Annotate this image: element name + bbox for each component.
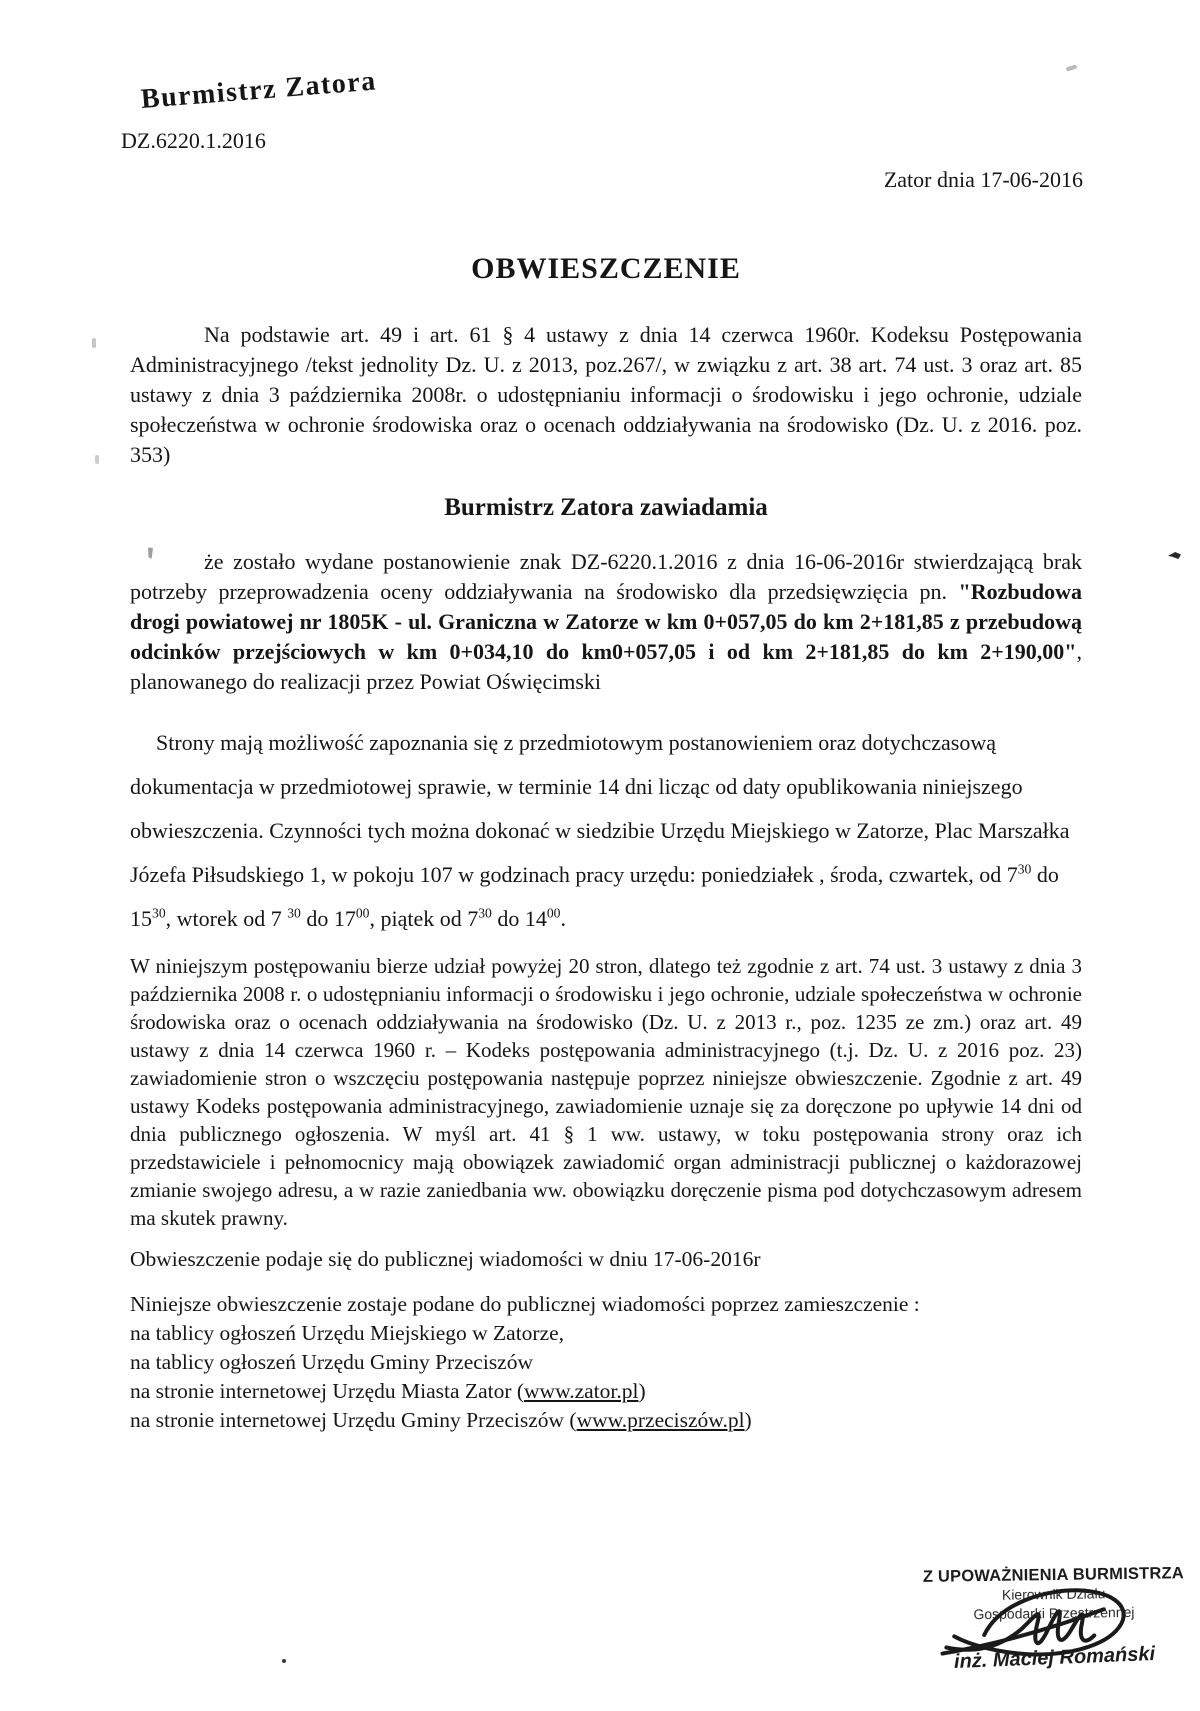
text-run: do 15 (130, 862, 1059, 931)
paragraph-legal-basis (130, 320, 1082, 470)
authorization-line: Z UPOWAŻNIENIA BURMISTRZA (922, 1564, 1185, 1586)
text-run: , wtorek od 7 (165, 906, 288, 931)
text-run: że zostało wydane postanowienie znak DZ-6220.1.2016 z dnia 16-06-2016r stwierdzającą brak potrzeby przeprowadzenia oceny oddziaływania na środowisko dla przedsięwzięcia pn. (130, 549, 1082, 604)
distribution-item (130, 1319, 1082, 1348)
distribution-item (130, 1377, 1082, 1406)
superscript-time: 30 (1017, 861, 1032, 877)
text-run: Obwieszczenie podaje się do publicznej wiadomości w dniu 17-06-2016r (130, 1247, 761, 1271)
text-run: na tablicy ogłoszeń Urzędu Gminy Przeciszów (130, 1350, 533, 1374)
url-text: www.przeciszów.pl (576, 1408, 745, 1432)
text-run: "Rozbudowa drogi powiatowej nr 1805K - ul. Graniczna w Zatorze w km 0+057,05 do km 2+181,85 z przebudową odcinków przejściowych w km 0+034,10 do km0+057,05 i od km 2+181,85 do km 2+190,00" (130, 579, 1082, 664)
text-run: ) (744, 1408, 752, 1432)
superscript-time: 00 (546, 905, 561, 921)
text-run: Strony mają możliwość zapoznania się z przedmiotowym postanowieniem oraz dotychczasową dokumentacja w przedmiotowej sprawie, w terminie 14 dni licząc od daty opublikowania niniejszego obwieszczenia. Czynności tych można dokonać w siedzibie Urzędu Miejskiego w Zatorze, Plac Marszałka Józefa Piłsudskiego 1, w pokoju 107 w godzinach pracy urzędu: poniedziałek , środa, czwartek, od 7 (130, 730, 1070, 887)
scan-artifact (92, 338, 96, 348)
superscript-time: 30 (152, 905, 166, 921)
distribution-item (130, 1406, 1082, 1435)
text-run: do 14 (491, 906, 547, 931)
url-text: www.zator.pl (524, 1379, 639, 1403)
scan-artifact (1168, 552, 1181, 559)
scan-artifact (1066, 64, 1078, 71)
subtitle-announcement: Burmistrz Zatora zawiadamia (444, 494, 768, 521)
paragraph-procedure-notice (130, 952, 1082, 1232)
text-run: na tablicy ogłoszeń Urzędu Miejskiego w Zatorze, (130, 1321, 565, 1345)
superscript-time: 00 (355, 905, 370, 921)
distribution-item (130, 1348, 1082, 1377)
signer-name: inż. Maciej Romański (953, 1642, 1156, 1674)
sender-stamp: Burmistrz Zatora (139, 65, 378, 115)
superscript-time: 30 (287, 905, 301, 921)
scan-artifact (95, 455, 99, 464)
text-run: na stronie internetowej Urzędu Gminy Przeciszów ( (130, 1408, 577, 1432)
text-run: , piątek od 7 (369, 906, 479, 931)
case-number: DZ.6220.1.2016 (121, 128, 266, 153)
signer-role-line1: Kierownik Działu (1001, 1585, 1106, 1603)
document-body (130, 232, 1082, 1435)
document-title: OBWIESZCZENIE (471, 252, 741, 285)
scan-artifact (282, 1659, 286, 1663)
paragraph-review-period (130, 721, 1082, 941)
text-run: Na podstawie art. 49 i art. 61 § 4 ustawy z dnia 14 czerwca 1960r. Kodeksu Postępowania Administracyjnego /tekst jednolity Dz. U. z 2013, poz.267/, w związku z art. 38 art. 74 ust. 3 oraz art. 85 ustawy z dnia 3 października 2008r. o udostępnianiu informacji o środowisku i jego ochronie, udziale społeczeństwa w ochronie środowiska oraz o ocenach oddziaływania na środowisko (Dz. U. z 2016. poz. 353) (130, 322, 1082, 467)
signature-block (917, 1564, 1190, 1672)
text-run: W niniejszym postępowaniu bierze udział powyżej 20 stron, dlatego też zgodnie z art. 74 ust. 3 ustawy z dnia 3 października 2008 r. o udostępnianiu informacji o środowisku i jego ochronie, udziale społeczeństwa w ochronie środowiska oraz o ocenach oddziaływania na środowisko (Dz. U. z 2013 r., poz. 1235 ze zm.) oraz art. 49 ustawy z dnia 14 czerwca 1960 r. – Kodeks postępowania administracyjnego (t.j. Dz. U. z 2016 poz. 23) zawiadomienie stron o wszczęciu postępowania następuje poprzez niniejsze obwieszczenie. Zgodnie z art. 49 ustawy Kodeks postępowania administracyjnego, zawiadomienie uznaje się za doręczone po upływie 14 dni od dnia publicznego ogłoszenia. W myśl art. 41 § 1 ww. ustawy, w toku postępowania strony oraz ich przedstawiciele i pełnomocnicy mają obowiązek zawiadomić organ administracji publicznej o każdorazowej zmianie swojego adresu, a w razie zaniedbania ww. obowiązku doręczenie pisma pod dotychczasowym adresem ma skutek prawny. (130, 954, 1082, 1230)
superscript-time: 30 (478, 905, 492, 921)
distribution-list (130, 1290, 1082, 1435)
text-run: ) (638, 1379, 646, 1403)
paragraph-decision (130, 547, 1082, 697)
paragraph-publication-date (130, 1245, 1082, 1274)
place-date: Zator dnia 17-06-2016 (883, 167, 1083, 192)
signer-role-line2: Gospodarki Przestrzennej (973, 1603, 1135, 1623)
paragraph-distribution-intro (130, 1290, 1082, 1319)
text-run: na stronie internetowej Urzędu Miasta Zator ( (130, 1379, 525, 1403)
text-run: . (560, 906, 566, 931)
text-run: , planowanego do realizacji przez Powiat Oświęcimski (130, 639, 1082, 694)
text-run: Niniejsze obwieszczenie zostaje podane do publicznej wiadomości poprzez zamieszczenie : (130, 1292, 920, 1316)
text-run: do 17 (300, 906, 356, 931)
